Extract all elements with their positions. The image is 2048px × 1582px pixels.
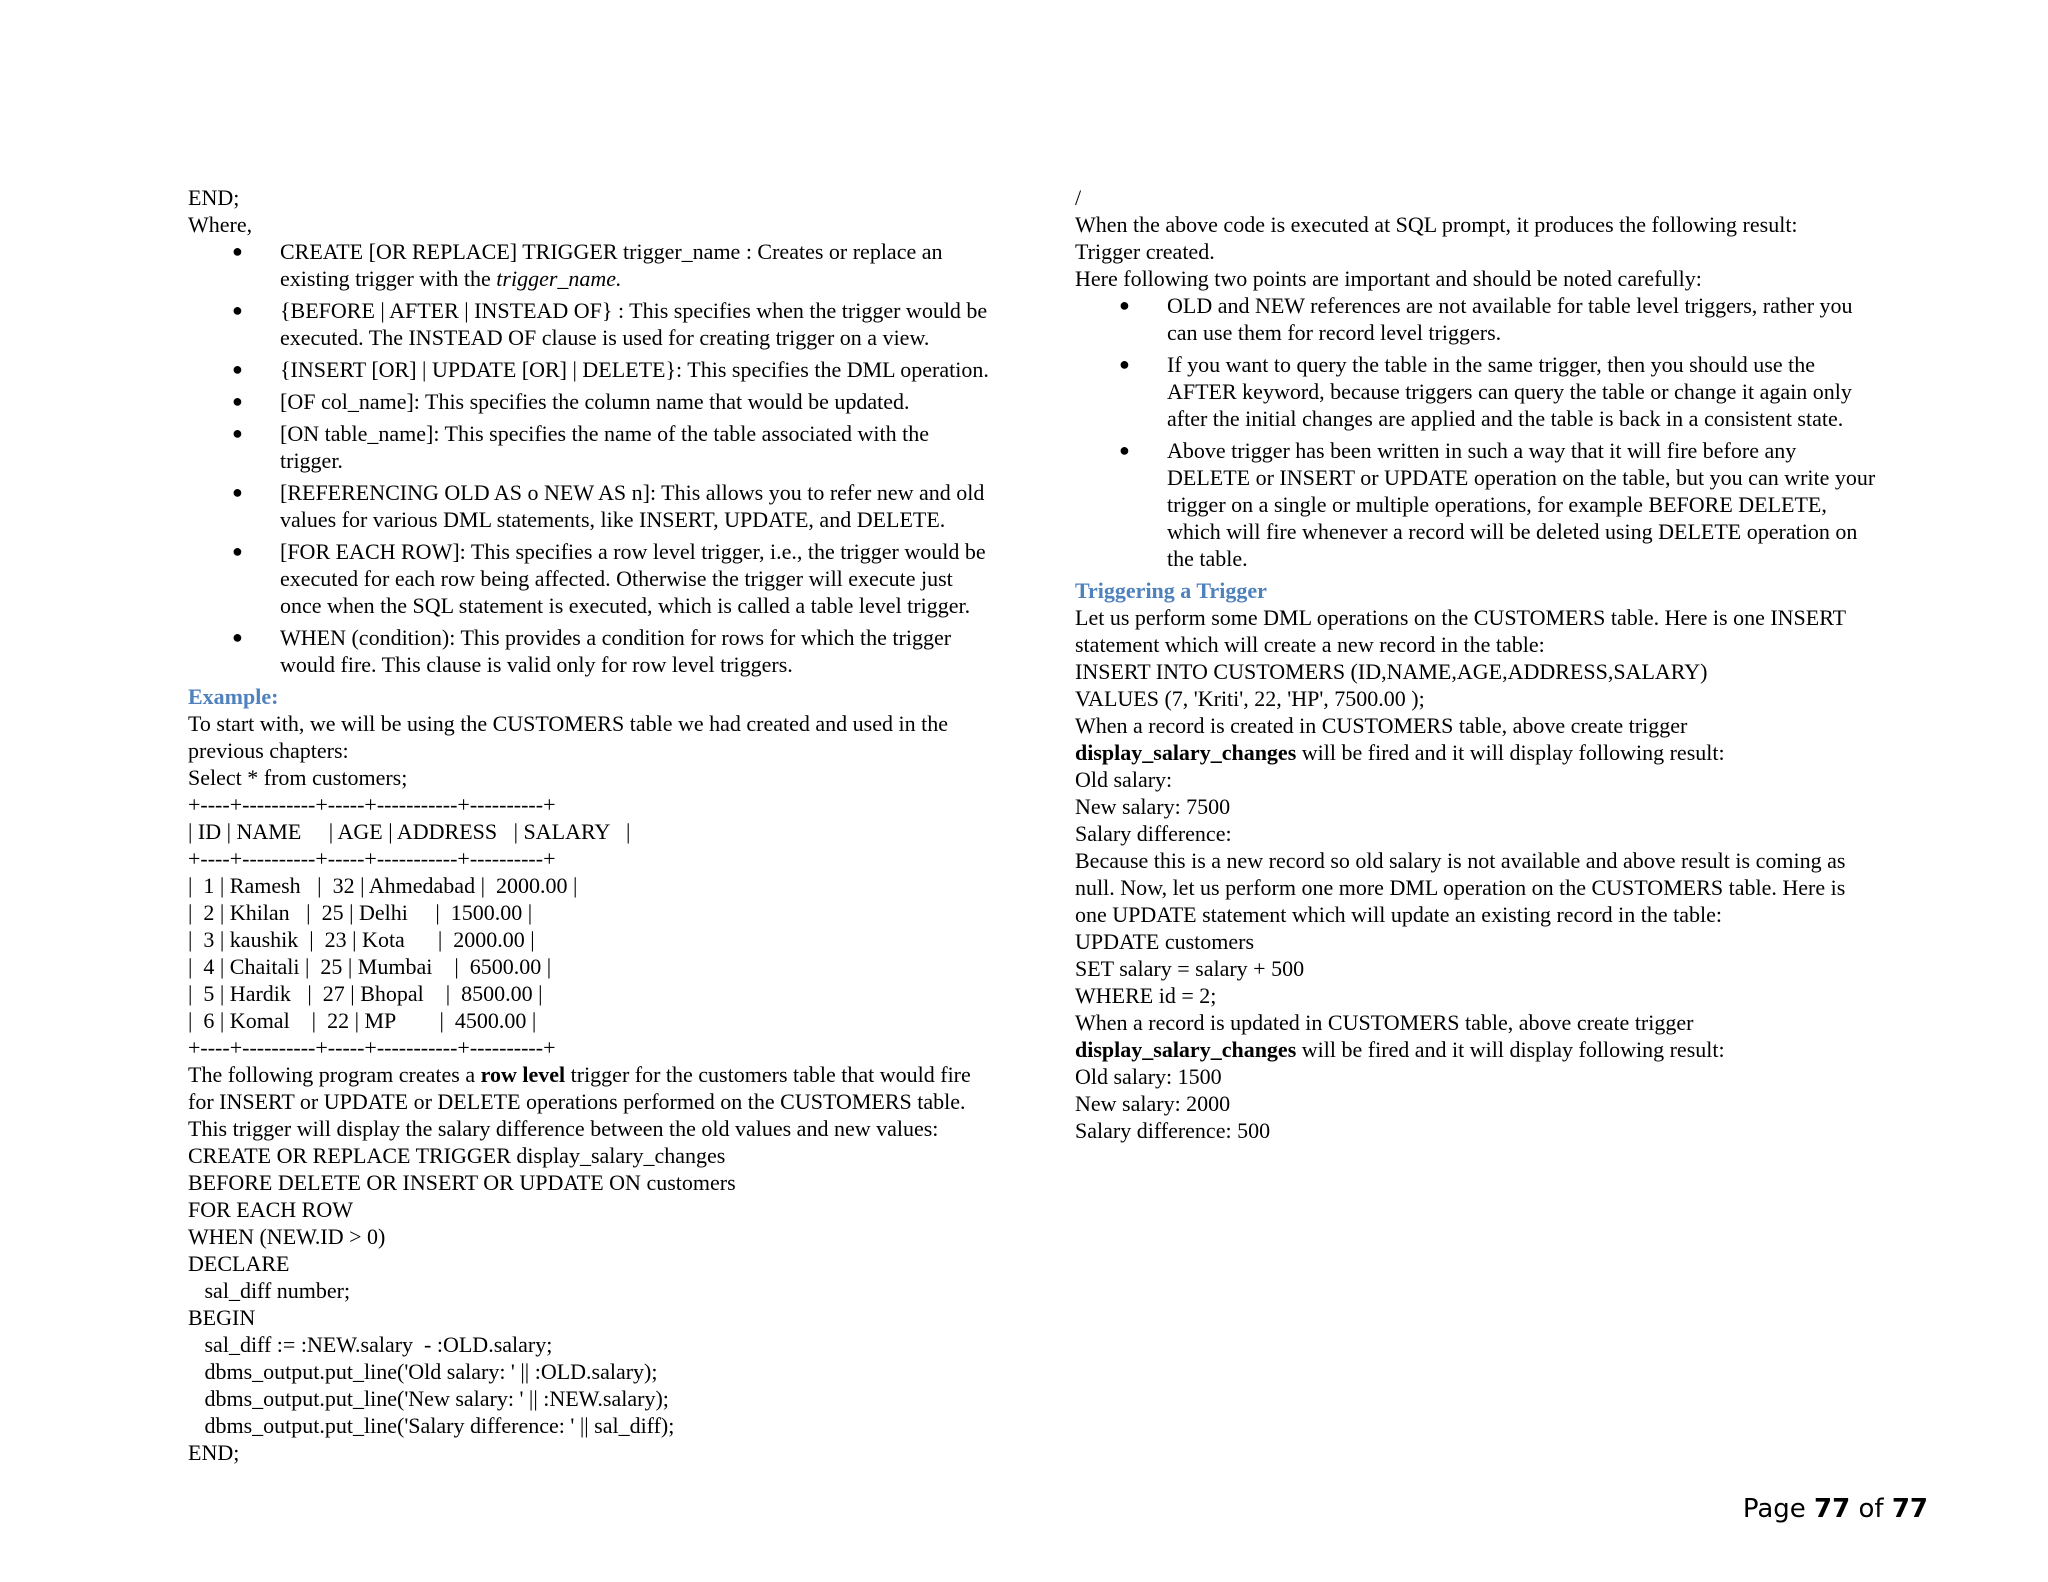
row-level-bold: row level <box>480 1062 566 1087</box>
bullet-line-text: after the initial changes are applied and the table is back in a consistent state. <box>1167 406 1844 431</box>
bullet-line <box>280 265 1068 292</box>
bullet-line-text: existing trigger with the <box>280 266 497 291</box>
trigger-name-bold-2: display_salary_changes <box>1075 1037 1297 1062</box>
table-line: +----+----------+-----+-----------+----------+ <box>188 1035 556 1060</box>
bullet-line <box>1167 464 1935 491</box>
bullet-line-text: [OF col_name]: This specifies the column name that would be updated. <box>280 389 910 414</box>
bullet-line <box>280 324 1068 351</box>
insert-section <box>1075 604 1935 739</box>
example-line: previous chapters: <box>188 738 349 763</box>
code-line: CREATE OR REPLACE TRIGGER display_salary_changes <box>188 1143 726 1168</box>
table-line: | 2 | Khilan | 25 | Delhi | 1500.00 | <box>188 900 533 925</box>
section-line: New salary: 2000 <box>1075 1091 1231 1116</box>
page-middle: of <box>1850 1494 1892 1524</box>
bullet-line <box>1167 292 1935 319</box>
bullet-line-text: trigger on a single or multiple operations, for example BEFORE DELETE, <box>1167 492 1827 517</box>
table-line: +----+----------+-----+-----------+----------+ <box>188 792 556 817</box>
table-line: | ID | NAME | AGE | ADDRESS | SALARY | <box>188 819 631 844</box>
table-line: | 3 | kaushik | 23 | Kota | 2000.00 | <box>188 927 535 952</box>
bullet-item <box>188 479 1068 533</box>
code-line: WHEN (NEW.ID > 0) <box>188 1224 386 1249</box>
bullet-line-text: CREATE [OR REPLACE] TRIGGER trigger_name : Creates or replace an <box>280 239 943 264</box>
program-line: for INSERT or UPDATE or DELETE operations performed on the CUSTOMERS table. <box>188 1089 966 1114</box>
bullet-text <box>280 356 1068 383</box>
fired-line-1 <box>1075 739 1935 766</box>
bullet-line <box>1167 491 1935 518</box>
bullet-line <box>280 297 1068 324</box>
bullet-item <box>188 388 1068 415</box>
program-intro-post: trigger for the customers table that would fire <box>565 1062 971 1087</box>
trigger-code-block <box>188 1142 1068 1466</box>
left-column <box>188 184 1068 1466</box>
bullet-line <box>1167 405 1935 432</box>
section-line: VALUES (7, 'Kriti', 22, 'HP', 7500.00 ); <box>1075 686 1425 711</box>
section-line: statement which will create a new record in the table: <box>1075 632 1545 657</box>
bullet-line <box>1167 319 1935 346</box>
italic-term: trigger_name. <box>496 266 622 291</box>
bullet-line-text: AFTER keyword, because triggers can query the table or change it again only <box>1167 379 1852 404</box>
section-line: WHERE id = 2; <box>1075 983 1217 1008</box>
bullet-text <box>1167 437 1935 572</box>
bullet-line <box>280 238 1068 265</box>
bullet-line-text: WHEN (condition): This provides a condition for rows for which the trigger <box>280 625 952 650</box>
page-prefix: Page <box>1742 1494 1815 1524</box>
section-line: one UPDATE statement which will update an existing record in the table: <box>1075 902 1723 927</box>
code-line: END; <box>188 1440 240 1465</box>
bullet-line-text: the table. <box>1167 546 1248 571</box>
section-line: UPDATE customers <box>1075 929 1255 954</box>
bullet-line <box>280 388 1068 415</box>
page-footer <box>1743 1494 1928 1524</box>
bullet-line <box>1167 378 1935 405</box>
bullet-line-text: Above trigger has been written in such a way that it will fire before any <box>1167 438 1797 463</box>
program-intro-pre: The following program creates a <box>188 1062 481 1087</box>
bullet-line <box>1167 437 1935 464</box>
section-line: Let us perform some DML operations on the CUSTOMERS table. Here is one INSERT <box>1075 605 1847 630</box>
bullet-item <box>188 356 1068 383</box>
bullet-dot-icon: ● <box>1119 354 1130 374</box>
fired-text: will be fired and it will display following result: <box>1296 740 1725 765</box>
intro-line: Where, <box>188 212 253 237</box>
section-line: INSERT INTO CUSTOMERS (ID,NAME,AGE,ADDRESS,SALARY) <box>1075 659 1708 684</box>
page-total: 77 <box>1891 1494 1928 1524</box>
bullet-text <box>1167 292 1935 346</box>
code-line: dbms_output.put_line('New salary: ' || :NEW.salary); <box>188 1386 669 1411</box>
trigger-syntax-list <box>188 238 1068 678</box>
update-section <box>1075 766 1935 1036</box>
bullet-line <box>280 447 1068 474</box>
notes-list <box>1075 292 1935 572</box>
bullet-line-text: values for various DML statements, like INSERT, UPDATE, and DELETE. <box>280 507 946 532</box>
bullet-item <box>188 538 1068 619</box>
bullet-line <box>1167 351 1935 378</box>
bullet-item <box>1075 437 1935 572</box>
bullet-item <box>1075 351 1935 432</box>
intro-line: END; <box>188 185 240 210</box>
bullet-line-text: trigger. <box>280 448 343 473</box>
example-line: Select * from customers; <box>188 765 408 790</box>
code-line: BEFORE DELETE OR INSERT OR UPDATE ON customers <box>188 1170 736 1195</box>
bullet-line-text: once when the SQL statement is executed, which is called a table level trigger. <box>280 593 971 618</box>
bullet-line <box>280 479 1068 506</box>
code-line: dbms_output.put_line('Old salary: ' || :OLD.salary); <box>188 1359 658 1384</box>
bullet-dot-icon: ● <box>1119 440 1130 460</box>
bullet-text <box>280 388 1068 415</box>
table-line: | 1 | Ramesh | 32 | Ahmedabad | 2000.00 | <box>188 873 578 898</box>
section-line: New salary: 7500 <box>1075 794 1231 819</box>
bullet-text <box>280 538 1068 619</box>
code-line: dbms_output.put_line('Salary difference: ' || sal_diff); <box>188 1413 675 1438</box>
bullet-line <box>1167 518 1935 545</box>
section-line: When a record is updated in CUSTOMERS table, above create trigger <box>1075 1010 1694 1035</box>
bullet-line <box>280 506 1068 533</box>
bullet-item <box>1075 292 1935 346</box>
result-line: / <box>1075 185 1082 210</box>
page-current: 77 <box>1814 1494 1851 1524</box>
right-column <box>1075 184 1935 1144</box>
bullet-line-text: If you want to query the table in the same trigger, then you should use the <box>1167 352 1815 377</box>
code-line: sal_diff number; <box>188 1278 351 1303</box>
intro-lines <box>188 184 1068 238</box>
bullet-line-text: [REFERENCING OLD AS o NEW AS n]: This allows you to refer new and old <box>280 480 985 505</box>
bullet-line-text: can use them for record level triggers. <box>1167 320 1502 345</box>
bullet-line <box>280 356 1068 383</box>
section-line: null. Now, let us perform one more DML operation on the CUSTOMERS table. Here is <box>1075 875 1846 900</box>
bullet-text <box>280 297 1068 351</box>
bullet-line-text: DELETE or INSERT or UPDATE operation on the table, but you can write your <box>1167 465 1876 490</box>
bullet-text <box>280 624 1068 678</box>
code-line: DECLARE <box>188 1251 290 1276</box>
bullet-line-text: which will fire whenever a record will be deleted using DELETE operation on <box>1167 519 1858 544</box>
bullet-line-text: executed. The INSTEAD OF clause is used for creating trigger on a view. <box>280 325 930 350</box>
table-line: | 4 | Chaitali | 25 | Mumbai | 6500.00 | <box>188 954 552 979</box>
bullet-dot-icon: ● <box>232 627 243 647</box>
bullet-dot-icon: ● <box>232 423 243 443</box>
result-line: Trigger created. <box>1075 239 1215 264</box>
table-line: | 5 | Hardik | 27 | Bhopal | 8500.00 | <box>188 981 543 1006</box>
bullet-item <box>188 297 1068 351</box>
bullet-line-text: [ON table_name]: This specifies the name of the table associated with the <box>280 421 929 446</box>
bullet-line <box>280 565 1068 592</box>
program-intro-line <box>188 1061 1068 1088</box>
bullet-dot-icon: ● <box>232 482 243 502</box>
result-intro-lines <box>1075 184 1935 292</box>
bullet-dot-icon: ● <box>232 391 243 411</box>
bullet-line-text: would fire. This clause is valid only for row level triggers. <box>280 652 793 677</box>
bullet-dot-icon: ● <box>1119 295 1130 315</box>
section-line: Old salary: 1500 <box>1075 1064 1222 1089</box>
bullet-text <box>280 420 1068 474</box>
bullet-line-text: {INSERT [OR] | UPDATE [OR] | DELETE}: This specifies the DML operation. <box>280 357 989 382</box>
bullet-dot-icon: ● <box>232 541 243 561</box>
code-line: BEGIN <box>188 1305 256 1330</box>
program-intro-rest <box>188 1088 1068 1142</box>
bullet-line <box>1167 545 1935 572</box>
result-line: When the above code is executed at SQL prompt, it produces the following result: <box>1075 212 1798 237</box>
trigger-name-bold: display_salary_changes <box>1075 740 1297 765</box>
bullet-item <box>188 624 1068 678</box>
bullet-line <box>280 624 1068 651</box>
bullet-text <box>280 238 1068 292</box>
section-line: When a record is created in CUSTOMERS table, above create trigger <box>1075 713 1688 738</box>
bullet-line-text: [FOR EACH ROW]: This specifies a row level trigger, i.e., the trigger would be <box>280 539 986 564</box>
program-line: This trigger will display the salary difference between the old values and new values: <box>188 1116 939 1141</box>
example-line: To start with, we will be using the CUSTOMERS table we had created and used in the <box>188 711 948 736</box>
bullet-dot-icon: ● <box>232 300 243 320</box>
section-line: SET salary = salary + 500 <box>1075 956 1305 981</box>
fired-text-2: will be fired and it will display following result: <box>1296 1037 1725 1062</box>
customers-table-text <box>188 791 1068 1061</box>
code-line: sal_diff := :NEW.salary - :OLD.salary; <box>188 1332 553 1357</box>
bullet-line <box>280 592 1068 619</box>
bullet-line <box>280 538 1068 565</box>
section-line: Because this is a new record so old salary is not available and above result is coming as <box>1075 848 1846 873</box>
bullet-item <box>188 420 1068 474</box>
bullet-line <box>280 651 1068 678</box>
example-heading: Example: <box>188 684 279 709</box>
bullet-line-text: {BEFORE | AFTER | INSTEAD OF} : This specifies when the trigger would be <box>280 298 988 323</box>
code-line: FOR EACH ROW <box>188 1197 354 1222</box>
bullet-text <box>280 479 1068 533</box>
section-line: Old salary: <box>1075 767 1173 792</box>
fired-line-2 <box>1075 1036 1935 1063</box>
table-line: +----+----------+-----+-----------+----------+ <box>188 846 556 871</box>
section-line: Salary difference: 500 <box>1075 1118 1271 1143</box>
bullet-dot-icon: ● <box>232 241 243 261</box>
result-line: Here following two points are important and should be noted carefully: <box>1075 266 1702 291</box>
bullet-dot-icon: ● <box>232 359 243 379</box>
example-intro <box>188 710 1068 791</box>
triggering-heading: Triggering a Trigger <box>1075 578 1267 603</box>
bullet-line <box>280 420 1068 447</box>
table-line: | 6 | Komal | 22 | MP | 4500.00 | <box>188 1008 537 1033</box>
bullet-text <box>1167 351 1935 432</box>
section-line: Salary difference: <box>1075 821 1232 846</box>
bullet-line-text: executed for each row being affected. Otherwise the trigger will execute just <box>280 566 953 591</box>
bullet-item <box>188 238 1068 292</box>
bullet-line-text: OLD and NEW references are not available for table level triggers, rather you <box>1167 293 1853 318</box>
update-result <box>1075 1063 1935 1144</box>
